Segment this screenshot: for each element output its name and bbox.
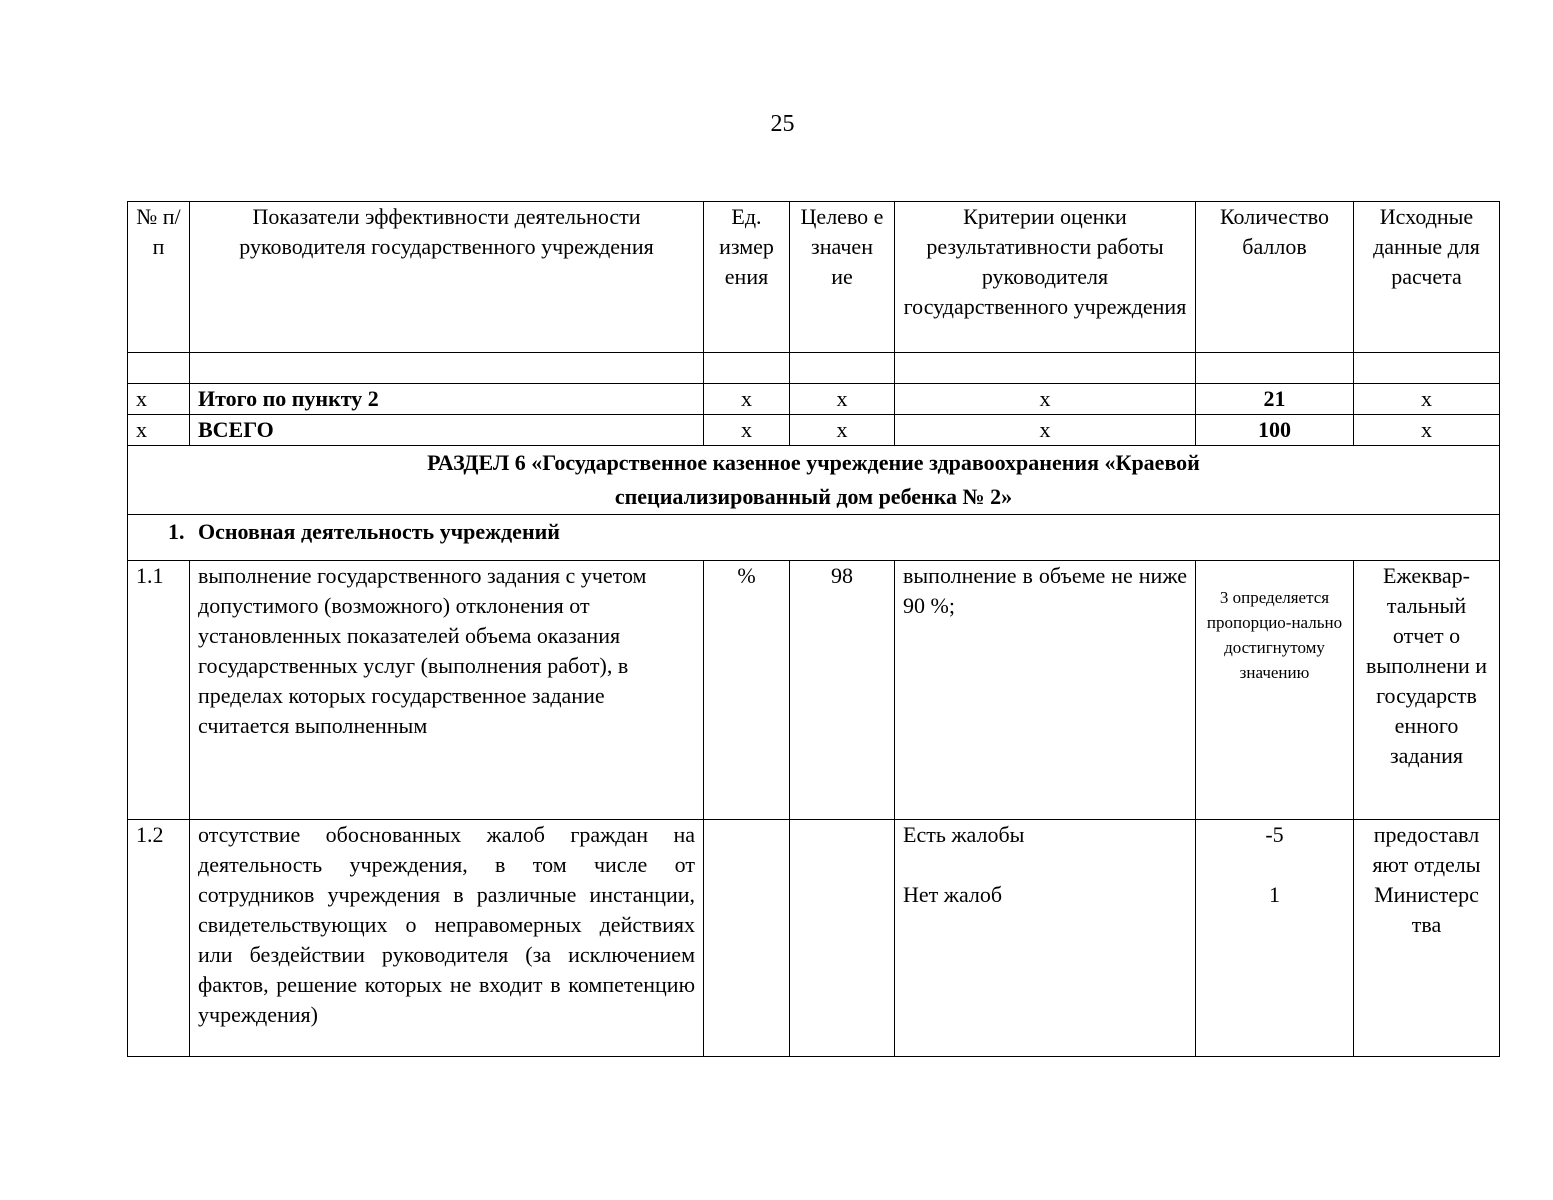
- criteria-no-complaints: Нет жалоб: [903, 882, 1003, 907]
- total-unit: х: [704, 415, 790, 446]
- total-row-item2: [128, 384, 1500, 415]
- row-points: [1196, 820, 1354, 1057]
- row-indicator: отсутствие обоснованных жалоб граждан на деятельность учреждения, в том числе от сотрудников учреждения в различные инстанции, свидетельствующих о неправомерных действиях или бездействии руководителя (за исключением фактов, решение которых не входит в компетенцию учреждения): [190, 820, 704, 1057]
- row-target: [790, 820, 895, 1057]
- total-criteria: х: [895, 384, 1196, 415]
- criteria-complaints: Есть жалобы: [903, 822, 1025, 847]
- total-unit: х: [704, 384, 790, 415]
- subsection-title: Основная деятельность учреждений: [198, 519, 560, 544]
- row-source: предоставл яют отделы Министерс тва: [1354, 820, 1500, 1057]
- row-num: 1.1: [128, 561, 190, 820]
- empty-row: [128, 353, 1500, 384]
- row-criteria: [895, 820, 1196, 1057]
- header-unit: Ед. измер ения: [704, 202, 790, 353]
- header-indicator: Показатели эффективности деятельности руководителя государственного учреждения: [190, 202, 704, 353]
- total-row-all: [128, 415, 1500, 446]
- total-source: х: [1354, 415, 1500, 446]
- row-unit: %: [704, 561, 790, 820]
- table-row: [128, 561, 1500, 820]
- section-title-line1: РАЗДЕЛ 6 «Государственное казенное учреждение здравоохранения «Краевой: [427, 450, 1200, 475]
- row-criteria: выполнение в объеме не ниже 90 %;: [895, 561, 1196, 820]
- total-target: х: [790, 384, 895, 415]
- performance-table: [127, 201, 1500, 1057]
- subsection-number: 1.: [168, 519, 185, 544]
- subsection-row: [128, 515, 1500, 561]
- points-complaints: -5: [1265, 822, 1284, 847]
- total-points: 100: [1196, 415, 1354, 446]
- total-num: х: [128, 384, 190, 415]
- row-unit: [704, 820, 790, 1057]
- row-num: 1.2: [128, 820, 190, 1057]
- total-points: 21: [1196, 384, 1354, 415]
- header-criteria: Критерии оценки результативности работы руководителя государственного учреждения: [895, 202, 1196, 353]
- row-indicator: выполнение государственного задания с учетом допустимого (возможного) отклонения от установленных показателей объема оказания государственных услуг (выполнения работ), в пределах которых государственное задание считается выполненным: [190, 561, 704, 820]
- header-target: Целево е значен ие: [790, 202, 895, 353]
- header-num: № п/п: [128, 202, 190, 353]
- header-points: Количество баллов: [1196, 202, 1354, 353]
- total-num: х: [128, 415, 190, 446]
- table-header-row: [128, 202, 1500, 353]
- points-no-complaints: 1: [1269, 882, 1280, 907]
- page-number: 25: [770, 111, 795, 137]
- total-label: ВСЕГО: [190, 415, 704, 446]
- section-title-row: [128, 446, 1500, 515]
- row-points: 3 определяется пропорцио-нально достигнутому значению: [1196, 561, 1354, 820]
- section-title-line2: специализированный дом ребенка № 2»: [614, 484, 1013, 509]
- total-criteria: х: [895, 415, 1196, 446]
- row-target: 98: [790, 561, 895, 820]
- total-target: х: [790, 415, 895, 446]
- total-source: х: [1354, 384, 1500, 415]
- row-source: Ежеквар-тальный отчет о выполнени и государств енного задания: [1354, 561, 1500, 820]
- total-label: Итого по пункту 2: [190, 384, 704, 415]
- header-source: Исходные данные для расчета: [1354, 202, 1500, 353]
- table-row: [128, 820, 1500, 1057]
